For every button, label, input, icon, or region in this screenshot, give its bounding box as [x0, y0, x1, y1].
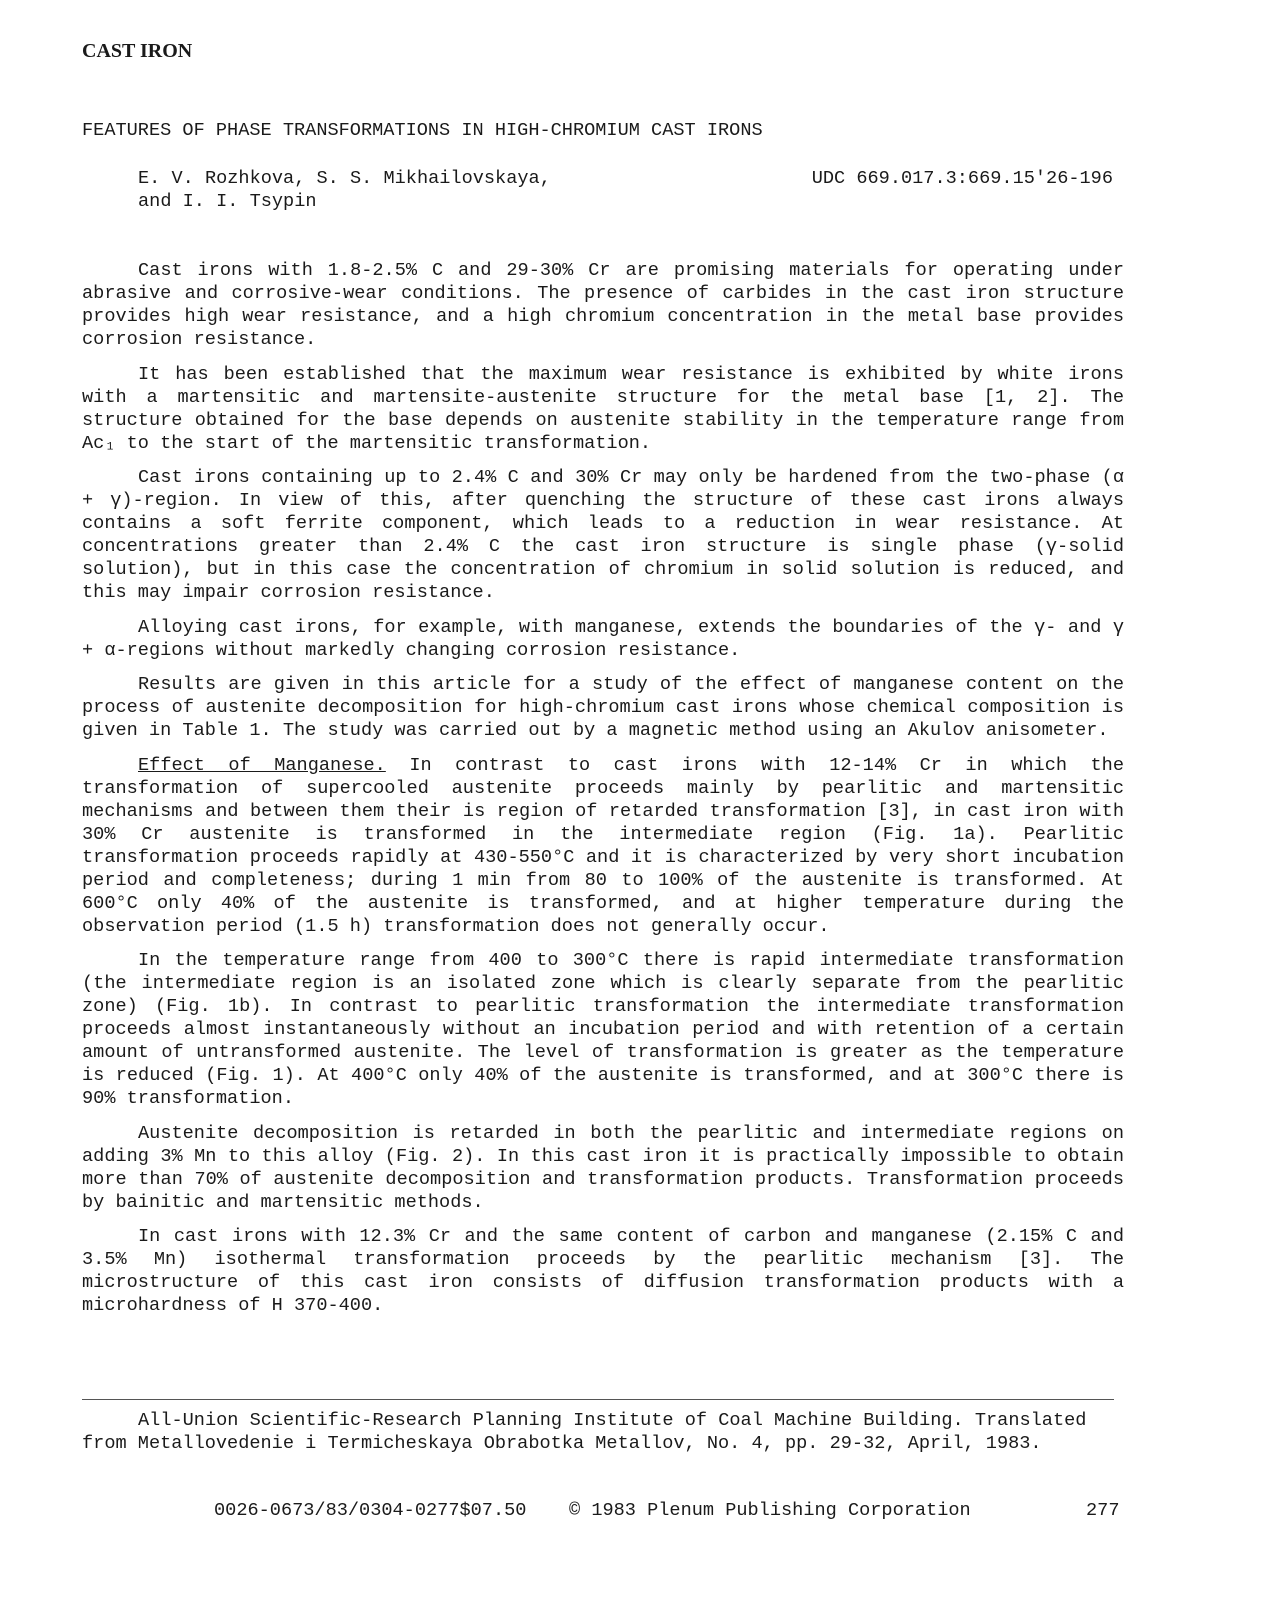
footnote-divider: [82, 1399, 1114, 1400]
article-body: [82, 259, 1124, 1329]
paragraph-7: In the temperature range from 400 to 300°C there is rapid intermediate transformation (the intermediate region is an isolated zone which is clearly separate from the pearlitic zone) (Fig. 1b). In contrast to pearlitic transformation the intermediate transformation proceeds almost instantaneously without an incubation period and with retention of a certain amount of untransformed austenite. The level of transformation is greater as the temperature is reduced (Fig. 1). At 400°C only 40% of the austenite is transformed, and at 300°C there is 90% transformation.: [82, 950, 1124, 1109]
run-in-heading: Effect of Manganese.: [138, 754, 386, 776]
article-code: 0026-0673/83/0304-0277$07.50: [214, 1500, 527, 1521]
authors-line-1: E. V. Rozhkova, S. S. Mikhailovskaya,: [138, 168, 551, 189]
paragraph-4: Alloying cast irons, for example, with manganese, extends the boundaries of the γ- and γ + α-regions without markedly changing corrosion resistance.: [82, 616, 1124, 661]
authors-line-2: and I. I. Tsypin: [138, 191, 317, 212]
udc-code: UDC 669.017.3:669.15'26-196: [811, 168, 1113, 189]
authors: [138, 167, 551, 213]
article-title: FEATURES OF PHASE TRANSFORMATIONS IN HIGH-CHROMIUM CAST IRONS: [82, 120, 763, 141]
copyright: © 1983 Plenum Publishing Corporation: [569, 1500, 971, 1521]
paragraph-6-text: In contrast to cast irons with 12-14% Cr in which the transformation of supercooled austenite proceeds mainly by pearlitic and martensitic mechanisms and between them their is region of retarded transformation [3], in cast iron with 30% Cr austenite is transformed in the intermediate region (Fig. 1a). Pearlitic transformation proceeds rapidly at 430-550°C and it is characterized by very short incubation period and completeness; during 1 min from 80 to 100% of the austenite is transformed. At 600°C only 40% of the austenite is transformed, and at higher temperature during the observation period (1.5 h) transformation does not generally occur.: [82, 754, 1124, 937]
footnote: All-Union Scientific-Research Planning Institute of Coal Machine Building. Translated from Metallovedenie i Termicheskaya Obrabotka Metallov, No. 4, pp. 29-32, April, 1983.: [82, 1410, 1087, 1454]
paragraph-8: Austenite decomposition is retarded in both the pearlitic and intermediate regions on adding 3% Mn to this alloy (Fig. 2). In this cast iron it is practically impossible to obtain more than 70% of austenite decomposition and transformation products. Transformation proceeds by bainitic and martensitic methods.: [82, 1122, 1124, 1213]
page-number: 277: [1086, 1500, 1120, 1521]
paragraph-6: [82, 754, 1124, 938]
paragraph-1: Cast irons with 1.8-2.5% C and 29-30% Cr are promising materials for operating under abrasive and corrosive-wear conditions. The presence of carbides in the cast iron structure provides high wear resistance, and a high chromium concentration in the metal base provides corrosion resistance.: [82, 260, 1124, 350]
paragraph-9: In cast irons with 12.3% Cr and the same content of carbon and manganese (2.15% C and 3.5% Mn) isothermal transformation proceeds by the pearlitic mechanism [3]. The microstructure of this cast iron consists of diffusion transformation products with a microhardness of H 370-400.: [82, 1226, 1124, 1316]
paragraph-5: Results are given in this article for a study of the effect of manganese content on the process of austenite decomposition for high-chromium cast irons whose chemical composition is given in Table 1. The study was carried out by a magnetic method using an Akulov anisometer.: [82, 674, 1124, 741]
paragraph-3: Cast irons containing up to 2.4% C and 30% Cr may only be hardened from the two-phase (α + γ)-region. In view of this, after quenching the structure of these cast irons always contains a soft ferrite component, which leads to a reduction in wear resistance. At concentrations greater than 2.4% C the cast iron structure is single phase (γ-solid solution), but in this case the concentration of chromium in solid solution is reduced, and this may impair corrosion resistance.: [82, 467, 1124, 603]
section-label: CAST IRON: [82, 40, 193, 62]
paragraph-2: It has been established that the maximum wear resistance is exhibited by white irons with a martensitic and martensite-austenite structure for the metal base [1, 2]. The structure obtained for the base depends on austenite stability in the temperature range from Ac₁ to the start of the martensitic transformation.: [82, 363, 1124, 454]
